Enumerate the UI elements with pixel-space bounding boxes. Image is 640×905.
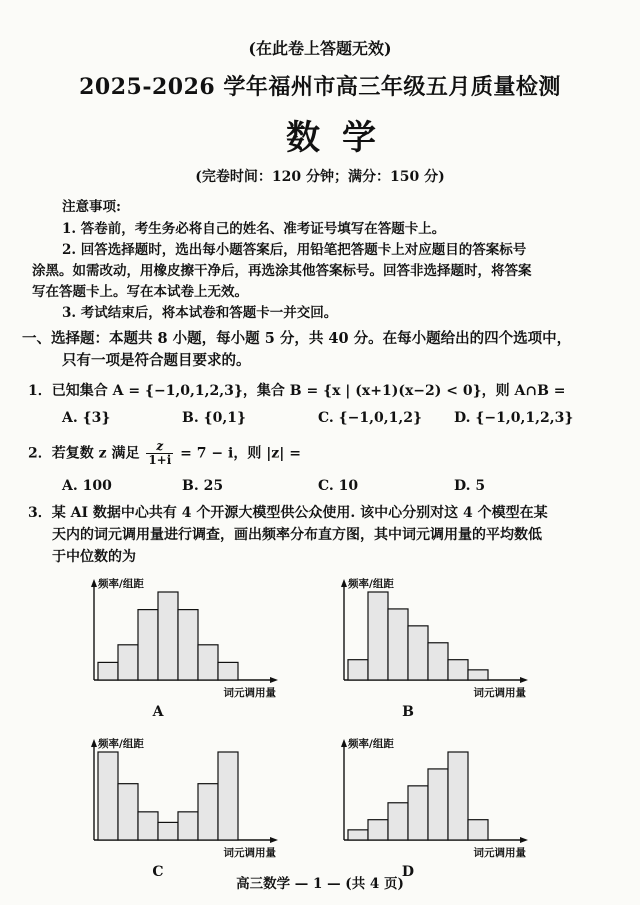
exam-title: 2025-2026 学年福州市高三年级五月质量检测	[79, 74, 561, 100]
notes-line: 写在答题卡上。写在本试卷上无效。	[32, 284, 248, 300]
question-3-line: 天内的词元调用量进行调查，画出频率分布直方图，其中词元调用量的平均数低	[52, 527, 542, 543]
q1-option-a: A. {3}	[62, 410, 111, 426]
histogram-bar	[118, 784, 138, 840]
x-axis-label: 词元调用量	[223, 687, 276, 699]
histogram-bar	[348, 830, 368, 840]
notes-line: 涂黑。如需改动，用橡皮擦干净后，再选涂其他答案标号。回答非选择题时，将答案	[32, 263, 532, 279]
x-axis-arrow	[520, 837, 528, 843]
histogram-bar	[408, 786, 428, 840]
histogram-bar	[408, 626, 428, 680]
q2-stem-suffix: = 7 − i，则 |z| =	[180, 445, 301, 462]
y-axis-arrow	[91, 739, 97, 747]
histogram-bar	[118, 645, 138, 680]
histogram-option-label: C	[152, 864, 164, 880]
histogram-bar	[388, 609, 408, 680]
histogram-bar	[218, 662, 238, 680]
histogram-c	[60, 732, 290, 882]
notes-title: 注意事项:	[62, 199, 121, 215]
histogram-bar	[138, 610, 158, 680]
y-axis-label: 频率/组距	[98, 578, 144, 590]
histogram-bar	[98, 662, 118, 680]
question-3-line: 3．某 AI 数据中心共有 4 个开源大模型供公众使用. 该中心分别对这 4 个模型在某	[28, 505, 548, 521]
question-2-stem	[28, 440, 301, 467]
histogram-a	[60, 572, 290, 722]
q1-option-d: D. {−1,0,1,2,3}	[454, 410, 574, 426]
section-heading: 一、选择题：本题共 8 小题，每小题 5 分，共 40 分。在每小题给出的四个选项中，	[22, 330, 572, 347]
section-heading-cont: 只有一项是符合题目要求的。	[62, 352, 251, 369]
histogram-option-label: A	[152, 704, 164, 720]
histogram-bar	[158, 592, 178, 680]
histogram-option-label: B	[402, 704, 414, 720]
x-axis-label: 词元调用量	[473, 847, 526, 859]
histogram-bar	[178, 812, 198, 840]
histogram-bar	[198, 645, 218, 680]
y-axis-arrow	[341, 579, 347, 587]
x-axis-arrow	[520, 677, 528, 683]
notes-line: 1. 答卷前，考生务必将自己的姓名、准考证号填写在答题卡上。	[62, 221, 446, 237]
histogram-bar	[138, 812, 158, 840]
y-axis-label: 频率/组距	[348, 738, 394, 750]
y-axis-arrow	[91, 579, 97, 587]
histogram-bar	[178, 610, 198, 680]
q2-fraction-numerator: z	[146, 440, 173, 454]
histogram-b	[310, 572, 540, 722]
histogram-bar	[428, 643, 448, 680]
histogram-bar	[368, 820, 388, 840]
x-axis-arrow	[270, 837, 278, 843]
notes-line: 3. 考试结束后，将本试卷和答题卡一并交回。	[62, 305, 338, 321]
histogram-d	[310, 732, 540, 882]
q1-option-b: B. {0,1}	[182, 410, 246, 426]
histogram-bar	[158, 822, 178, 840]
histogram-bar	[448, 660, 468, 680]
q2-option-a: A. 100	[62, 478, 112, 494]
histogram-bar	[368, 592, 388, 680]
histogram-bar	[98, 752, 118, 840]
histogram-bar	[428, 769, 448, 840]
page-footer: 高三数学 — 1 — (共 4 页)	[236, 876, 404, 892]
x-axis-arrow	[270, 677, 278, 683]
y-axis-label: 频率/组距	[348, 578, 394, 590]
histogram-bar	[468, 820, 488, 840]
q2-stem-prefix: 2．若复数 z 满足	[28, 445, 140, 462]
q2-option-b: B. 25	[182, 478, 224, 494]
histogram-option-label: D	[401, 864, 415, 880]
subject-title: 数学	[286, 118, 398, 158]
histogram-bar	[348, 660, 368, 680]
q2-fraction	[146, 440, 173, 467]
x-axis-label: 词元调用量	[223, 847, 276, 859]
exam-time-info: (完卷时间：120 分钟；满分：150 分)	[195, 169, 445, 185]
histogram-bar	[448, 752, 468, 840]
question-3-line: 于中位数的为	[52, 549, 136, 565]
y-axis-label: 频率/组距	[98, 738, 144, 750]
y-axis-arrow	[341, 739, 347, 747]
q2-option-c: C. 10	[318, 478, 359, 494]
histogram-bar	[468, 670, 488, 680]
histogram-bar	[218, 752, 238, 840]
q2-option-d: D. 5	[454, 478, 486, 494]
histogram-bar	[198, 784, 218, 840]
q2-fraction-denominator: 1+i	[148, 453, 172, 467]
q1-option-c: C. {−1,0,1,2}	[318, 410, 422, 426]
question-1-stem: 1．已知集合 A = {−1,0,1,2,3}，集合 B = {x | (x+1)(x−2) < 0}，则 A∩B =	[28, 383, 566, 399]
answer-invalid-notice: (在此卷上答题无效)	[248, 39, 392, 58]
notes-line: 2. 回答选择题时，选出每小题答案后，用铅笔把答题卡上对应题目的答案标号	[62, 242, 527, 258]
histogram-bar	[388, 803, 408, 840]
x-axis-label: 词元调用量	[473, 687, 526, 699]
